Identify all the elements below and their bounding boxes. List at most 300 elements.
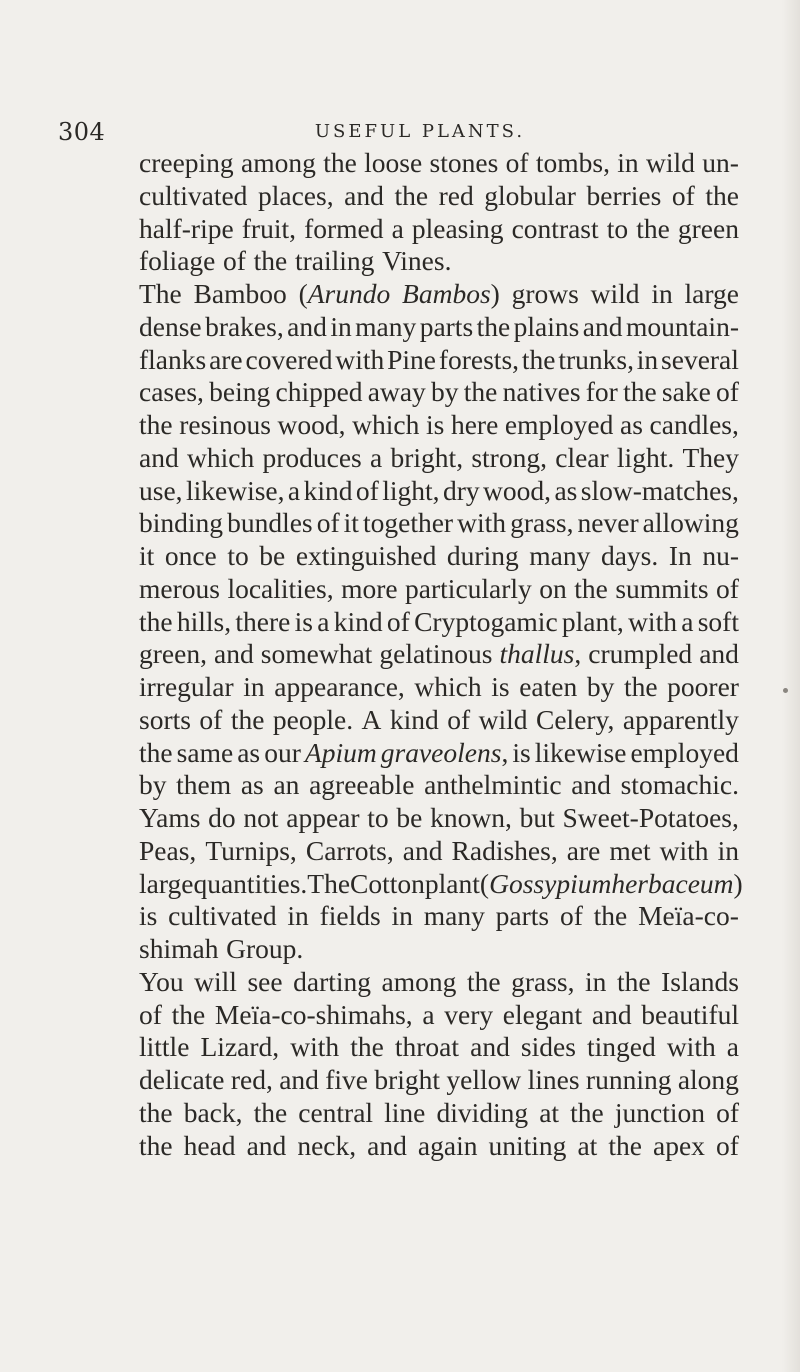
word: along <box>677 1064 739 1095</box>
word: Celery, <box>536 703 615 735</box>
word: a <box>681 605 694 637</box>
word: as <box>554 474 578 506</box>
word: herbaceum) <box>611 867 743 899</box>
word: wild <box>590 278 640 309</box>
text-line <box>139 311 739 344</box>
word: poorer <box>667 671 739 702</box>
word: running <box>585 1064 672 1095</box>
word: the <box>608 1129 642 1161</box>
word: away <box>367 376 426 408</box>
running-title: USEFUL PLANTS. <box>314 121 526 142</box>
word: Cryptogamic <box>414 605 558 637</box>
text-line <box>139 835 739 868</box>
word: A <box>361 703 382 735</box>
word: several <box>661 343 739 375</box>
word: with <box>659 834 709 866</box>
word: dry <box>442 474 480 506</box>
word: Bambos) <box>402 278 500 309</box>
word: half-ripe <box>139 212 234 244</box>
text-line <box>139 999 739 1032</box>
word: wild <box>646 147 695 178</box>
word: stones <box>429 147 499 178</box>
word: in <box>651 278 673 309</box>
word: very <box>444 998 494 1030</box>
word: You <box>139 965 184 997</box>
word: known, <box>430 802 512 833</box>
word: flanks <box>139 343 207 375</box>
word: here <box>450 409 499 440</box>
word: for <box>585 376 618 408</box>
word: cultivated <box>139 179 248 211</box>
word: by <box>431 376 459 408</box>
word: creeping <box>139 147 234 178</box>
word: which <box>352 409 420 440</box>
text-line <box>139 867 743 901</box>
word: the <box>171 998 206 1030</box>
word: in <box>636 343 659 375</box>
word: use, <box>139 474 183 506</box>
text-line <box>139 769 739 802</box>
text-line <box>139 245 739 278</box>
text-line <box>139 1130 739 1163</box>
word: anthelmintic <box>424 769 562 801</box>
word: the <box>230 703 265 735</box>
word: plains <box>513 310 580 342</box>
word: graveolens, <box>380 736 509 768</box>
word: as <box>237 736 261 768</box>
word: once <box>164 540 217 571</box>
word: Bamboo <box>193 278 287 309</box>
word: in <box>717 834 739 866</box>
word: uniting <box>488 1129 567 1161</box>
text-line <box>139 737 739 770</box>
word: cultivated <box>168 900 277 932</box>
word: parts <box>419 310 474 342</box>
word: with <box>335 343 385 375</box>
word: together <box>362 507 454 539</box>
word: be <box>396 802 423 833</box>
word: by <box>586 671 615 702</box>
word: line <box>384 1096 426 1128</box>
word: appearance, <box>274 671 405 702</box>
word: grass, <box>511 965 575 997</box>
text-line <box>139 344 739 377</box>
text-line <box>139 802 739 835</box>
word: wood, <box>483 474 552 506</box>
word: days. <box>600 540 659 571</box>
word: not <box>243 802 279 833</box>
word: is <box>512 736 531 768</box>
word: bundles <box>227 507 313 539</box>
paper-speck <box>783 688 788 693</box>
word: on <box>539 572 567 604</box>
word: of <box>355 474 379 506</box>
word: which <box>414 671 482 702</box>
word: and <box>402 834 443 866</box>
word: of <box>447 703 471 735</box>
word: and <box>279 1064 319 1095</box>
word: (Gossypium <box>479 867 612 899</box>
text-line <box>139 933 739 966</box>
word: thallus, <box>499 638 582 670</box>
word: is <box>139 900 158 932</box>
word: it <box>139 540 155 571</box>
word: sorts <box>139 703 191 735</box>
word: Meïa-co- <box>638 900 739 932</box>
word: in <box>243 671 265 702</box>
word: beautiful <box>641 998 739 1030</box>
word: elegant <box>502 998 583 1030</box>
word: the <box>139 1129 173 1161</box>
word: of <box>716 376 739 408</box>
word: the <box>616 965 651 997</box>
word: un- <box>702 147 739 178</box>
word: back, <box>183 1096 243 1128</box>
text-line <box>139 376 739 409</box>
word: forests, <box>438 343 520 375</box>
text-line <box>139 900 739 933</box>
word: mountain- <box>625 310 739 342</box>
word: little <box>139 1031 190 1063</box>
word: junction <box>614 1096 705 1128</box>
text-line <box>139 278 739 311</box>
word: and <box>214 638 254 670</box>
word: resinous <box>179 409 271 440</box>
word: Yams <box>139 802 201 833</box>
word: of <box>716 572 739 604</box>
word: hills, <box>176 605 232 637</box>
word: bright, <box>390 441 464 473</box>
word: Apium <box>304 736 377 768</box>
word: and <box>287 310 327 342</box>
word: of <box>559 900 583 932</box>
word: allowing <box>642 507 739 539</box>
text-line <box>139 213 739 246</box>
word: among <box>381 965 457 997</box>
word: and <box>582 310 623 342</box>
word: quantities. <box>193 867 308 899</box>
word: head <box>183 1129 236 1161</box>
word: formed <box>304 212 384 244</box>
word: kind <box>303 474 353 506</box>
word: and <box>139 441 179 473</box>
word: in <box>287 900 309 932</box>
text-line <box>139 704 739 737</box>
word: will <box>194 965 237 997</box>
word: grass, <box>510 507 574 539</box>
word: Carrots, <box>305 834 394 866</box>
word: The <box>307 867 351 899</box>
word: pleasing <box>411 212 504 244</box>
word: and <box>470 1031 510 1063</box>
word: in <box>617 147 639 178</box>
word: natives <box>502 376 581 408</box>
text-line <box>139 1097 739 1130</box>
word: trailing <box>294 245 375 277</box>
word: are <box>209 343 243 375</box>
word: many <box>355 310 417 342</box>
word: Lizard, <box>200 1031 280 1063</box>
word: of <box>223 245 246 277</box>
page-edge-shadow <box>782 0 800 1372</box>
word: but <box>519 802 555 833</box>
word: sides <box>520 1031 576 1063</box>
word: plant <box>424 867 480 899</box>
word: Group. <box>226 933 304 964</box>
word: never <box>577 507 639 539</box>
word: of <box>386 605 410 637</box>
word: the <box>139 605 173 637</box>
word: chipped <box>275 376 363 408</box>
word: dense <box>139 310 202 342</box>
word: of <box>715 1129 739 1161</box>
word: bright <box>374 1064 441 1095</box>
word: tinged <box>586 1031 656 1063</box>
word: soft <box>697 605 739 637</box>
word: shimah <box>139 933 219 964</box>
word: places, <box>258 179 334 211</box>
word: at <box>577 1129 598 1161</box>
word: apparently <box>622 703 739 735</box>
word: crumpled <box>588 638 693 670</box>
word: at <box>539 1096 560 1128</box>
word: with <box>457 507 507 539</box>
word: a <box>370 441 383 473</box>
word: tombs, <box>535 147 610 178</box>
word: the <box>253 245 288 277</box>
word: large <box>139 867 194 899</box>
word: same <box>176 736 234 768</box>
text-line <box>139 638 739 671</box>
word: met <box>609 834 651 866</box>
word: covered <box>245 343 333 375</box>
word: more <box>341 572 398 604</box>
word: be <box>259 540 286 571</box>
word: and <box>246 1129 287 1161</box>
word: cases, <box>139 376 204 408</box>
text-line <box>139 409 739 442</box>
word: Turnips, <box>205 834 297 866</box>
word: extinguished <box>295 540 437 571</box>
word: delicate <box>139 1064 225 1095</box>
word: darting <box>293 965 372 997</box>
word: do <box>208 802 236 833</box>
word: many <box>423 900 485 932</box>
word: strong, <box>471 441 547 473</box>
word: gelatinous <box>379 638 493 670</box>
word: slow-matches, <box>580 474 739 506</box>
word: nu- <box>702 540 739 571</box>
word: of <box>716 1096 739 1128</box>
word: of <box>671 179 695 211</box>
word: a <box>287 474 301 506</box>
word: as <box>240 769 264 801</box>
word: brakes, <box>205 310 284 342</box>
text-line <box>139 475 739 508</box>
word: produces <box>262 441 362 473</box>
word: green <box>677 212 739 244</box>
word: people. <box>272 703 354 735</box>
word: again <box>417 1129 478 1161</box>
word: likewise, <box>185 474 285 506</box>
word: Meïa-co-shimahs, <box>214 998 413 1030</box>
word: wild <box>478 703 528 735</box>
word: the <box>139 409 173 440</box>
word: Radishes, <box>451 834 558 866</box>
word: candles, <box>649 409 739 440</box>
word: parts <box>495 900 550 932</box>
body-text <box>139 147 743 1162</box>
word: They <box>682 441 739 473</box>
word: neck, <box>297 1129 357 1161</box>
word: light. <box>616 441 675 473</box>
word: is <box>426 409 445 440</box>
word: appear <box>286 802 360 833</box>
word: of <box>505 147 529 178</box>
word: in <box>391 900 413 932</box>
word: the <box>636 212 670 244</box>
word: as <box>620 409 643 440</box>
word: dividing <box>436 1096 529 1128</box>
word: globular <box>484 179 576 211</box>
word: yellow <box>446 1064 522 1095</box>
word: kind <box>389 703 439 735</box>
text-line <box>139 1031 739 1064</box>
word: red, <box>230 1064 273 1095</box>
word: foliage <box>139 245 216 277</box>
word: the <box>476 310 511 342</box>
word: there <box>235 605 291 637</box>
word: to <box>606 212 629 244</box>
word: grows <box>511 278 579 309</box>
word: and <box>571 769 611 801</box>
word: the <box>574 572 608 604</box>
word: the <box>570 1096 604 1128</box>
word: large <box>684 278 739 309</box>
word: localities, <box>227 572 334 604</box>
word: Peas, <box>139 834 197 866</box>
word: eaten <box>519 671 578 702</box>
word: of <box>199 703 223 735</box>
word: loose <box>364 147 423 178</box>
text-line <box>139 442 739 475</box>
word: the <box>705 179 739 211</box>
text-line <box>139 147 739 180</box>
word: summits <box>615 572 709 604</box>
word: a <box>317 605 330 637</box>
word: it <box>343 507 359 539</box>
text-line <box>139 573 739 606</box>
word: of <box>139 998 162 1030</box>
word: likewise <box>534 736 627 768</box>
word: a <box>422 998 435 1030</box>
word: five <box>325 1064 369 1095</box>
word: a <box>391 212 404 244</box>
word: sake <box>661 376 711 408</box>
word: the <box>323 147 357 178</box>
word: Islands <box>661 965 739 997</box>
word: by <box>139 769 167 801</box>
word: kind <box>333 605 383 637</box>
word: contrast <box>511 212 599 244</box>
text-line <box>139 1064 739 1097</box>
page-number: 304 <box>58 118 106 146</box>
word: with <box>290 1031 340 1063</box>
word: the <box>623 376 657 408</box>
word: which <box>186 441 255 473</box>
word: particularly <box>405 572 532 604</box>
word: binding <box>139 507 224 539</box>
word: our <box>264 736 301 768</box>
word: (Arundo <box>298 278 391 309</box>
word: and <box>591 998 632 1030</box>
word: to <box>367 802 389 833</box>
word: throat <box>394 1031 460 1063</box>
word: Pine <box>387 343 436 375</box>
word: being <box>209 376 271 408</box>
word: irregular <box>139 671 234 702</box>
word: the <box>463 376 498 408</box>
word: the <box>521 343 556 375</box>
word: somewhat <box>260 638 373 670</box>
word: wood, <box>277 409 346 440</box>
word: the <box>350 1031 384 1063</box>
word: Vines. <box>382 245 452 277</box>
word: the <box>466 965 501 997</box>
word: is <box>491 671 510 702</box>
word: clear <box>555 441 609 473</box>
word: green, <box>139 638 207 670</box>
text-line <box>139 180 739 213</box>
word: an <box>273 769 300 801</box>
word: the <box>139 1096 173 1128</box>
word: In <box>668 540 692 571</box>
word: red <box>438 179 474 211</box>
word: with <box>628 605 677 637</box>
word: to <box>227 540 249 571</box>
text-line <box>139 540 739 573</box>
word: The <box>139 278 182 309</box>
word: many <box>529 540 591 571</box>
word: the <box>253 1096 288 1128</box>
word: and <box>367 1129 407 1161</box>
word: Sweet-Potatoes, <box>562 802 739 833</box>
word: of <box>316 507 340 539</box>
word: fields <box>319 900 381 932</box>
text-line <box>139 606 739 639</box>
word: the <box>394 179 429 211</box>
word: the <box>593 900 628 932</box>
word: fruit, <box>241 212 296 244</box>
word: the <box>623 671 658 702</box>
word: with <box>666 1031 716 1063</box>
word: apex <box>653 1129 705 1161</box>
word: in <box>330 310 352 342</box>
word: a <box>726 1031 739 1063</box>
word: see <box>247 965 283 997</box>
word: the <box>139 736 173 768</box>
word: light, <box>382 474 440 506</box>
word: are <box>566 834 601 866</box>
word: central <box>298 1096 374 1128</box>
text-line <box>139 671 739 704</box>
word: Cotton <box>350 867 425 899</box>
word: and <box>699 638 739 670</box>
word: merous <box>139 572 220 604</box>
word: lines <box>527 1064 580 1095</box>
word: them <box>176 769 232 801</box>
word: plant, <box>561 605 624 637</box>
